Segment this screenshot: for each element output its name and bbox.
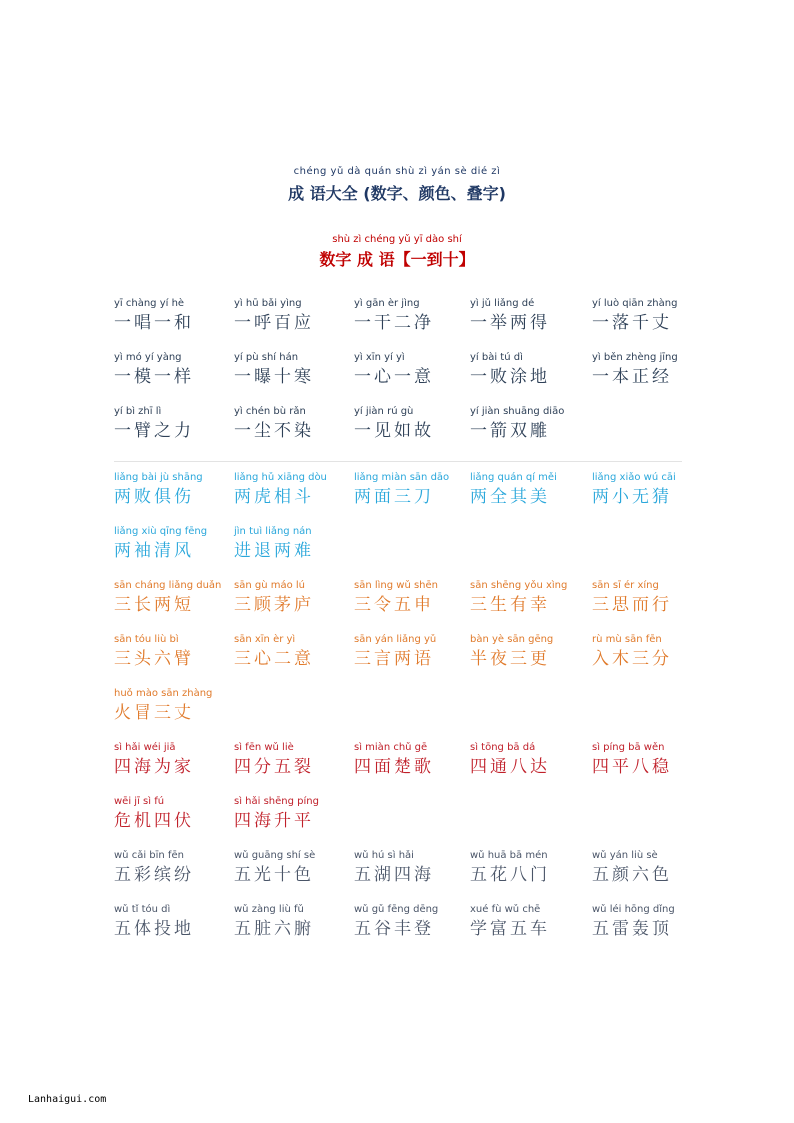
idiom-pinyin: yí bì zhī lì [114, 406, 162, 417]
idiom-hanzi: 五颜六色 [592, 865, 672, 885]
idiom-hanzi: 一臂之力 [114, 421, 194, 441]
idiom-pinyin: sān sī ér xíng [592, 580, 659, 591]
idiom-pinyin: wǔ gǔ fēng dēng [354, 904, 439, 915]
idiom-item [470, 904, 588, 940]
idiom-hanzi: 四平八稳 [592, 757, 672, 777]
idiom-pinyin: yì běn zhèng jīng [592, 352, 678, 363]
idiom-pinyin: wēi jī sì fú [114, 796, 165, 807]
idiom-pinyin: sān gù máo lú [234, 580, 306, 591]
idiom-hanzi: 三头六臂 [114, 649, 194, 669]
idiom-pinyin: sān xīn èr yì [234, 634, 296, 645]
idiom-item [354, 406, 472, 442]
idiom-item [592, 580, 710, 616]
idiom-item [592, 634, 710, 670]
idiom-pinyin: sān cháng liǎng duǎn [114, 580, 222, 591]
idiom-hanzi: 五体投地 [114, 919, 194, 939]
idiom-pinyin: liǎng xiù qīng fēng [114, 526, 208, 537]
idiom-hanzi: 一尘不染 [234, 421, 314, 441]
idiom-item [114, 904, 232, 940]
idiom-item [234, 352, 352, 388]
main-title-pinyin: chéng yǔ dà quán shù zì yán sè dié zì [293, 166, 501, 177]
idiom-item [114, 688, 232, 724]
idiom-row [114, 796, 694, 836]
idiom-hanzi: 四通八达 [470, 757, 550, 777]
idiom-hanzi: 一心一意 [354, 367, 434, 387]
idiom-pinyin: wǔ léi hōng dǐng [592, 904, 675, 915]
idiom-pinyin: liǎng hǔ xiāng dòu [234, 472, 327, 483]
idiom-item [470, 580, 588, 616]
idiom-hanzi: 一唱一和 [114, 313, 194, 333]
idiom-hanzi: 入木三分 [592, 649, 672, 669]
idiom-hanzi: 两袖清风 [114, 541, 194, 561]
idiom-item [592, 850, 710, 886]
idiom-pinyin: liǎng quán qí měi [470, 472, 557, 483]
idiom-hanzi: 一曝十寒 [234, 367, 314, 387]
idiom-hanzi: 五雷轰顶 [592, 919, 672, 939]
idiom-item [114, 580, 232, 616]
idiom-hanzi: 两小无猜 [592, 487, 672, 507]
idiom-pinyin: bàn yè sān gēng [470, 634, 554, 645]
idiom-pinyin: wǔ huā bā mén [470, 850, 548, 861]
idiom-hanzi: 两面三刀 [354, 487, 434, 507]
idiom-row [114, 406, 694, 446]
idiom-hanzi: 三思而行 [592, 595, 672, 615]
idiom-item [354, 850, 472, 886]
idiom-row [114, 904, 694, 944]
idiom-pinyin: yí luò qiān zhàng [592, 298, 678, 309]
idiom-item [234, 406, 352, 442]
idiom-item [114, 298, 232, 334]
idiom-item [114, 352, 232, 388]
idiom-pinyin: sì hǎi wéi jiā [114, 742, 176, 753]
idiom-pinyin: sān tóu liù bì [114, 634, 179, 645]
idiom-item [114, 634, 232, 670]
idiom-item [470, 406, 588, 442]
idiom-hanzi: 火冒三丈 [114, 703, 194, 723]
idiom-item [470, 298, 588, 334]
idiom-hanzi: 三顾茅庐 [234, 595, 314, 615]
idiom-pinyin: yì xīn yí yì [354, 352, 405, 363]
idiom-item [354, 634, 472, 670]
idiom-hanzi: 四海为家 [114, 757, 194, 777]
idiom-item [114, 796, 232, 832]
idiom-hanzi: 五谷丰登 [354, 919, 434, 939]
idiom-item [354, 904, 472, 940]
idiom-hanzi: 五彩缤纷 [114, 865, 194, 885]
idiom-pinyin: wǔ tǐ tóu dì [114, 904, 171, 915]
idiom-hanzi: 一干二净 [354, 313, 434, 333]
idiom-hanzi: 两全其美 [470, 487, 550, 507]
idiom-hanzi: 学富五车 [470, 919, 550, 939]
idiom-hanzi: 两败俱伤 [114, 487, 194, 507]
idiom-row [114, 352, 694, 392]
idiom-pinyin: sān shēng yǒu xìng [470, 580, 568, 591]
idiom-item [234, 634, 352, 670]
idiom-pinyin: liǎng miàn sān dāo [354, 472, 450, 483]
idiom-item [354, 298, 472, 334]
idiom-pinyin: wǔ cǎi bīn fēn [114, 850, 184, 861]
idiom-item [114, 526, 232, 562]
section-title-pinyin: shù zì chéng yǔ yī dào shí [332, 234, 462, 245]
idiom-pinyin: yí pù shí hán [234, 352, 299, 363]
idiom-pinyin: liǎng xiǎo wú cāi [592, 472, 676, 483]
idiom-row [114, 580, 694, 620]
idiom-item [234, 472, 352, 508]
idiom-item [592, 298, 710, 334]
idiom-pinyin: wǔ zàng liù fǔ [234, 904, 304, 915]
idiom-item [234, 298, 352, 334]
idiom-pinyin: wǔ guāng shí sè [234, 850, 316, 861]
idiom-hanzi: 一呼百应 [234, 313, 314, 333]
footer-site: Lanhaigui.com [28, 1094, 107, 1105]
idiom-pinyin: huǒ mào sān zhàng [114, 688, 213, 699]
idiom-pinyin: sān lìng wǔ shēn [354, 580, 439, 591]
section-title: 数字 成 语【一到十】 [319, 250, 475, 269]
idiom-item [470, 742, 588, 778]
idiom-pinyin: yí jiàn rú gù [354, 406, 414, 417]
section-divider [114, 461, 682, 462]
idiom-hanzi: 三生有幸 [470, 595, 550, 615]
idiom-pinyin: wǔ hú sì hǎi [354, 850, 414, 861]
idiom-item [234, 580, 352, 616]
idiom-item [470, 850, 588, 886]
idiom-hanzi: 一举两得 [470, 313, 550, 333]
idiom-pinyin: sì fēn wǔ liè [234, 742, 294, 753]
idiom-hanzi: 五脏六腑 [234, 919, 314, 939]
idiom-pinyin: sì píng bā wěn [592, 742, 665, 753]
idiom-item [470, 352, 588, 388]
idiom-item [354, 742, 472, 778]
idiom-hanzi: 一落千丈 [592, 313, 672, 333]
idiom-pinyin: sān yán liǎng yǔ [354, 634, 437, 645]
idiom-pinyin: liǎng bài jù shāng [114, 472, 203, 483]
idiom-item [470, 472, 588, 508]
idiom-item [354, 352, 472, 388]
idiom-hanzi: 两虎相斗 [234, 487, 314, 507]
idiom-item [114, 742, 232, 778]
idiom-item [354, 580, 472, 616]
idiom-hanzi: 三长两短 [114, 595, 194, 615]
idiom-item [470, 634, 588, 670]
idiom-item [114, 406, 232, 442]
idiom-item [234, 742, 352, 778]
idiom-hanzi: 一见如故 [354, 421, 434, 441]
idiom-item [592, 352, 710, 388]
idiom-pinyin: yì hū bǎi yìng [234, 298, 302, 309]
idiom-item [114, 850, 232, 886]
idiom-hanzi: 一模一样 [114, 367, 194, 387]
idiom-item [234, 904, 352, 940]
idiom-hanzi: 危机四伏 [114, 811, 194, 831]
idiom-pinyin: jìn tuì liǎng nán [234, 526, 312, 537]
idiom-item [234, 850, 352, 886]
idiom-hanzi: 半夜三更 [470, 649, 550, 669]
idiom-pinyin: yī chàng yí hè [114, 298, 185, 309]
idiom-pinyin: yì gān èr jìng [354, 298, 420, 309]
idiom-item [114, 472, 232, 508]
idiom-pinyin: wǔ yán liù sè [592, 850, 658, 861]
idiom-hanzi: 三言两语 [354, 649, 434, 669]
idiom-row [114, 526, 694, 566]
idiom-pinyin: sì hǎi shēng píng [234, 796, 319, 807]
idiom-pinyin: sì tōng bā dá [470, 742, 536, 753]
idiom-row [114, 850, 694, 890]
idiom-hanzi: 三心二意 [234, 649, 314, 669]
idiom-hanzi: 五光十色 [234, 865, 314, 885]
idiom-hanzi: 四海升平 [234, 811, 314, 831]
idiom-row [114, 634, 694, 674]
idiom-item [592, 904, 710, 940]
idiom-pinyin: yí jiàn shuāng diāo [470, 406, 565, 417]
idiom-item [592, 472, 710, 508]
idiom-item [234, 526, 352, 562]
main-title: 成 语大全 (数字、颜色、叠字) [288, 184, 506, 203]
idiom-hanzi: 四分五裂 [234, 757, 314, 777]
idiom-hanzi: 四面楚歌 [354, 757, 434, 777]
idiom-row [114, 742, 694, 782]
idiom-item [354, 472, 472, 508]
idiom-pinyin: yì jǔ liǎng dé [470, 298, 535, 309]
idiom-hanzi: 一败涂地 [470, 367, 550, 387]
idiom-row [114, 298, 694, 338]
idiom-item [234, 796, 352, 832]
main-title-block [0, 166, 794, 204]
idiom-pinyin: yì mó yí yàng [114, 352, 182, 363]
idiom-pinyin: xué fù wǔ chē [470, 904, 541, 915]
idiom-pinyin: yí bài tú dì [470, 352, 523, 363]
idiom-pinyin: rù mù sān fēn [592, 634, 662, 645]
idiom-hanzi: 进退两难 [234, 541, 314, 561]
idiom-hanzi: 三令五申 [354, 595, 434, 615]
idiom-pinyin: yì chén bù rǎn [234, 406, 306, 417]
idiom-hanzi: 五湖四海 [354, 865, 434, 885]
idiom-hanzi: 五花八门 [470, 865, 550, 885]
idiom-hanzi: 一箭双雕 [470, 421, 550, 441]
idiom-item [592, 742, 710, 778]
idiom-pinyin: sì miàn chǔ gē [354, 742, 428, 753]
idiom-hanzi: 一本正经 [592, 367, 672, 387]
idiom-row [114, 688, 694, 728]
idiom-row [114, 472, 694, 512]
section-title-block [0, 234, 794, 270]
